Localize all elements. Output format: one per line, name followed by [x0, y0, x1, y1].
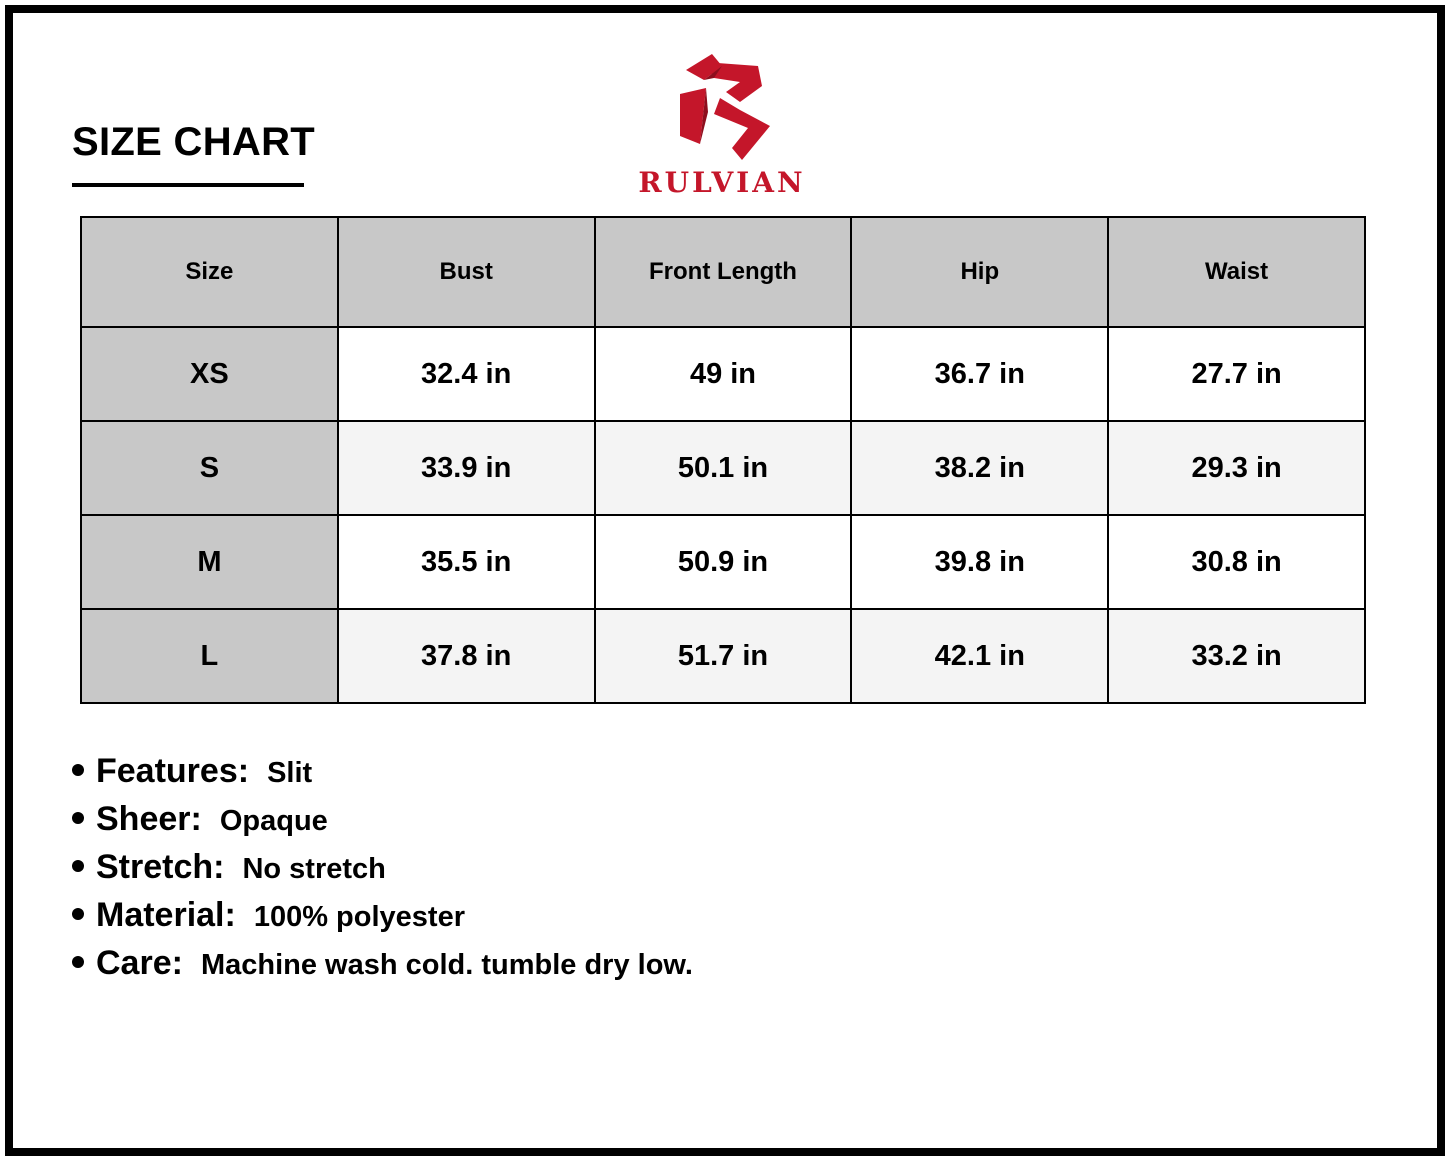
- hip-cell: 42.1 in: [851, 609, 1108, 703]
- hip-cell: 39.8 in: [851, 515, 1108, 609]
- title-underline: [72, 183, 304, 187]
- list-item: [72, 896, 693, 944]
- feature-value: Machine wash cold. tumble dry low.: [200, 949, 693, 981]
- front-length-cell: 50.1 in: [595, 421, 852, 515]
- hip-cell: 36.7 in: [851, 327, 1108, 421]
- table-row: [81, 515, 1365, 609]
- col-header-hip: Hip: [851, 217, 1108, 327]
- feature-list: [72, 752, 693, 992]
- feature-value: Slit: [267, 757, 313, 789]
- feature-label: Material:: [96, 896, 236, 934]
- list-item: [72, 800, 693, 848]
- feature-label: Care:: [96, 944, 183, 982]
- waist-cell: 29.3 in: [1108, 421, 1365, 515]
- size-cell: L: [81, 609, 338, 703]
- front-length-cell: 49 in: [595, 327, 852, 421]
- bullet-icon: [72, 860, 84, 872]
- size-table: [80, 216, 1366, 704]
- front-length-cell: 51.7 in: [595, 609, 852, 703]
- bust-cell: 37.8 in: [338, 609, 595, 703]
- waist-cell: 33.2 in: [1108, 609, 1365, 703]
- feature-value: No stretch: [242, 853, 386, 885]
- feature-label: Stretch:: [96, 848, 225, 886]
- table-row: [81, 421, 1365, 515]
- feature-label: Features:: [96, 752, 250, 790]
- feature-label: Sheer:: [96, 800, 202, 838]
- size-cell: S: [81, 421, 338, 515]
- bullet-icon: [72, 956, 84, 968]
- table-header-row: [81, 217, 1365, 327]
- bust-cell: 35.5 in: [338, 515, 595, 609]
- page-title: SIZE CHART: [72, 120, 315, 164]
- list-item: [72, 944, 693, 992]
- bust-cell: 32.4 in: [338, 327, 595, 421]
- bust-cell: 33.9 in: [338, 421, 595, 515]
- table-row: [81, 327, 1365, 421]
- hip-cell: 38.2 in: [851, 421, 1108, 515]
- col-header-waist: Waist: [1108, 217, 1365, 327]
- col-header-size: Size: [81, 217, 338, 327]
- waist-cell: 27.7 in: [1108, 327, 1365, 421]
- r-monogram-icon: [674, 52, 770, 162]
- size-cell: M: [81, 515, 338, 609]
- col-header-front-length: Front Length: [595, 217, 852, 327]
- table-row: [81, 609, 1365, 703]
- front-length-cell: 50.9 in: [595, 515, 852, 609]
- brand-name: RULVIAN: [638, 166, 806, 199]
- col-header-bust: Bust: [338, 217, 595, 327]
- brand-logo: [622, 52, 822, 197]
- list-item: [72, 848, 693, 896]
- bullet-icon: [72, 764, 84, 776]
- waist-cell: 30.8 in: [1108, 515, 1365, 609]
- bullet-icon: [72, 812, 84, 824]
- bullet-icon: [72, 908, 84, 920]
- feature-value: Opaque: [219, 805, 328, 837]
- feature-value: 100% polyester: [253, 901, 465, 933]
- list-item: [72, 752, 693, 800]
- size-cell: XS: [81, 327, 338, 421]
